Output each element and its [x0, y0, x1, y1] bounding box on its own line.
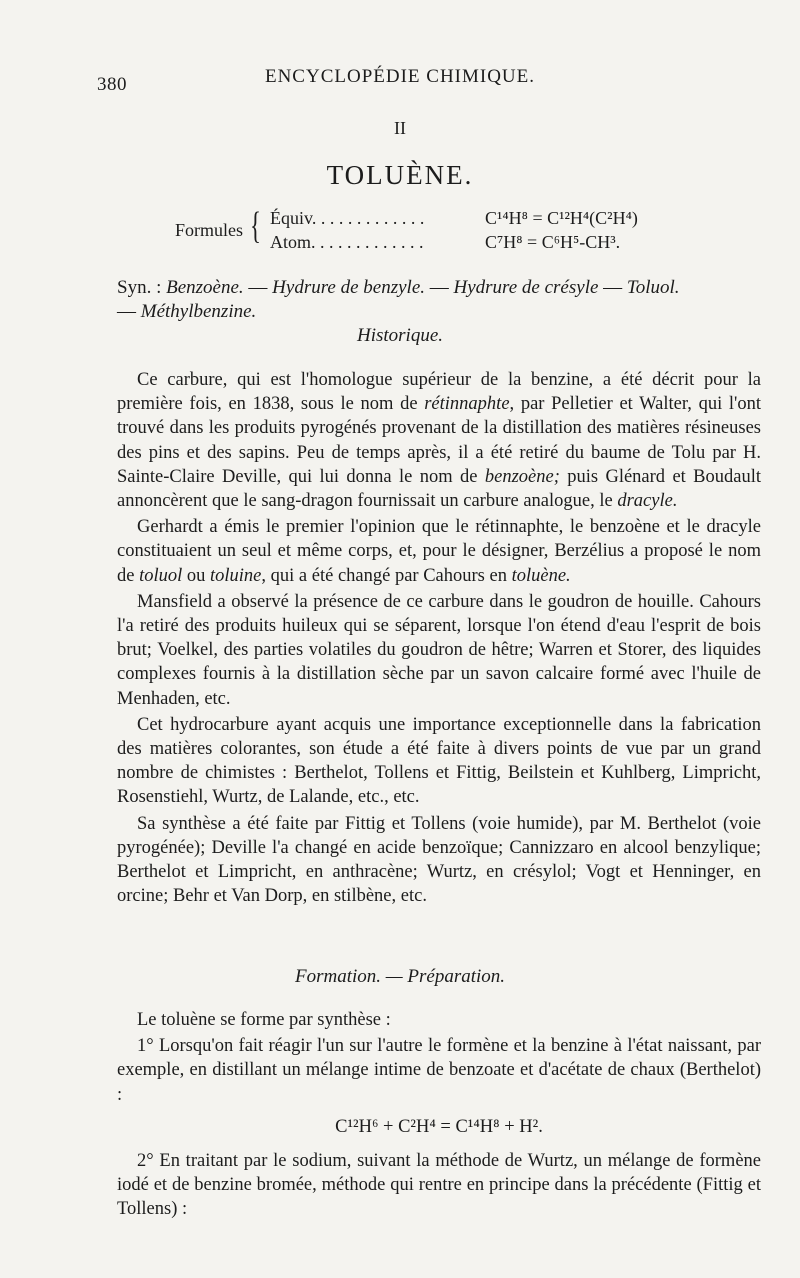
paragraph [117, 368, 761, 513]
text-italic: benzoène; [484, 466, 560, 487]
formulas-block [175, 200, 735, 260]
synonym-methylbenzine: Méthylbenzine. [140, 301, 257, 322]
page-header [0, 62, 800, 95]
synonym-hydrure-benzyle: Hydrure de benzyle. [272, 277, 425, 298]
synonym-hydrure-cresyle: Hydrure de crésyle [453, 277, 599, 298]
text: puis Glénard et Boudault annoncèrent que le sang-dragon fournissait un carbure analogue, le [117, 466, 762, 512]
page-number: 380 [97, 74, 127, 95]
formation-body [117, 1008, 761, 1224]
text-italic: dracyle. [617, 491, 678, 512]
text-italic: toluine [210, 565, 262, 586]
text: Gerhardt a émis le premier l'opinion que le rétinnaphte, le benzoène et le dracyle constituaient un seul et même corps, et, pour le désigner, Berzélius a proposé le nom de [117, 517, 761, 586]
separator: — [117, 301, 141, 322]
historique-body [117, 368, 761, 910]
formulas-label: Formules [175, 220, 244, 240]
formula-equiv-value: C¹⁴H⁸ = C¹²H⁴(C²H⁴) [485, 208, 638, 228]
text-italic: toluol [139, 565, 183, 586]
section-title: TOLUÈNE. [326, 160, 474, 190]
separator: — [598, 277, 627, 298]
paragraph: Le toluène se forme par synthèse : [137, 1010, 391, 1030]
brace-icon: { [250, 205, 261, 247]
formula-row-equiv [270, 208, 638, 229]
paragraph [117, 515, 761, 588]
text: Ce carbure, qui est l'homologue supérieur de la benzine, a été décrit pour la première fois, en 1838, sous le nom de [117, 370, 761, 415]
section-number: II [394, 118, 406, 138]
synonym-toluol: Toluol. [626, 277, 680, 298]
paragraph: Cet hydrocarbure ayant acquis une importance exceptionnelle dans la fabrication des matières colorantes, son étude a été faite à divers points de vue par un grand nombre de chimistes : Berthelot, Tollens et Fittig, Beilstein et Kuhlberg, Limpricht, Rosenstiehl, Wurtz, de Lalande, etc., etc. [117, 714, 761, 808]
formula-equiv-name: Équiv. . . . . . . . . . . . . [270, 208, 425, 228]
paragraph: Sa synthèse a été faite par Fittig et Tollens (voie humide), par M. Berthelot (voie pyrogénée); Deville l'a changé en acide benzoïque; Cannizzaro en alcool benzylique; Berthelot et Limpricht, en anthracène; Wurtz, en crésylol; Vogt et Henninger, en orcine; Behr et Van Dorp, en stilbène, etc. [117, 813, 761, 907]
synonym-benzoene: Benzoène. [166, 277, 244, 298]
separator: — [425, 277, 454, 298]
running-head: ENCYCLOPÉDIE CHIMIQUE. [264, 66, 536, 87]
paragraph: 2° En traitant par le sodium, suivant la méthode de Wurtz, un mélange de formène iodé et de benzine bromée, méthode qui rentre en principe dans la précédente (Fittig et Tollens) : [117, 1151, 761, 1220]
text: , qui a été changé par Cahours en [261, 565, 512, 586]
text: ou [182, 565, 211, 586]
equation: C¹²H⁶ + C²H⁴ = C¹⁴H⁸ + H². [335, 1116, 543, 1137]
paragraph: 1° Lorsqu'on fait réagir l'un sur l'autre le formène et la benzine à l'état naissant, par exemple, en distillant un mélange intime de benzoate et d'acétate de chaux (Berthelot) : [117, 1036, 761, 1105]
synonyms-prefix: Syn. : [117, 277, 167, 298]
formula-atom-value: C⁷H⁸ = C⁶H⁵-CH³. [485, 232, 621, 252]
historique-heading: Historique. [356, 325, 444, 346]
text-italic: toluène. [511, 565, 571, 586]
paragraph: Mansfield a observé la présence de ce carbure dans le goudron de houille. Cahours l'a retiré des produits huileux qui se séparent, lorsque l'on étend d'eau l'esprit de bois brut; Voelkel, des parties volatiles du goudron de hêtre; Warren et Storer, des liquides complexes fournis à la distillation sèche par un savon calcaire formé avec l'huile de Menhaden, etc. [117, 591, 761, 709]
formula-row-atom [270, 232, 621, 253]
synonyms [117, 276, 757, 324]
text-italic: rétinnaphte [424, 394, 510, 415]
separator: — [243, 277, 273, 298]
formation-heading: Formation. — Préparation. [294, 966, 506, 987]
text: , par Pelletier et Walter, qui l'ont trouvé dans les produits pyrogénés provenant de la distillation des matières résineuses des pins et des sapins. Peu de temps après, il a été retiré du baume de Tolu par H. Sainte-Claire Deville, qui lui donna le nom de [117, 394, 761, 487]
formula-atom-name: Atom. . . . . . . . . . . . . [270, 232, 424, 252]
